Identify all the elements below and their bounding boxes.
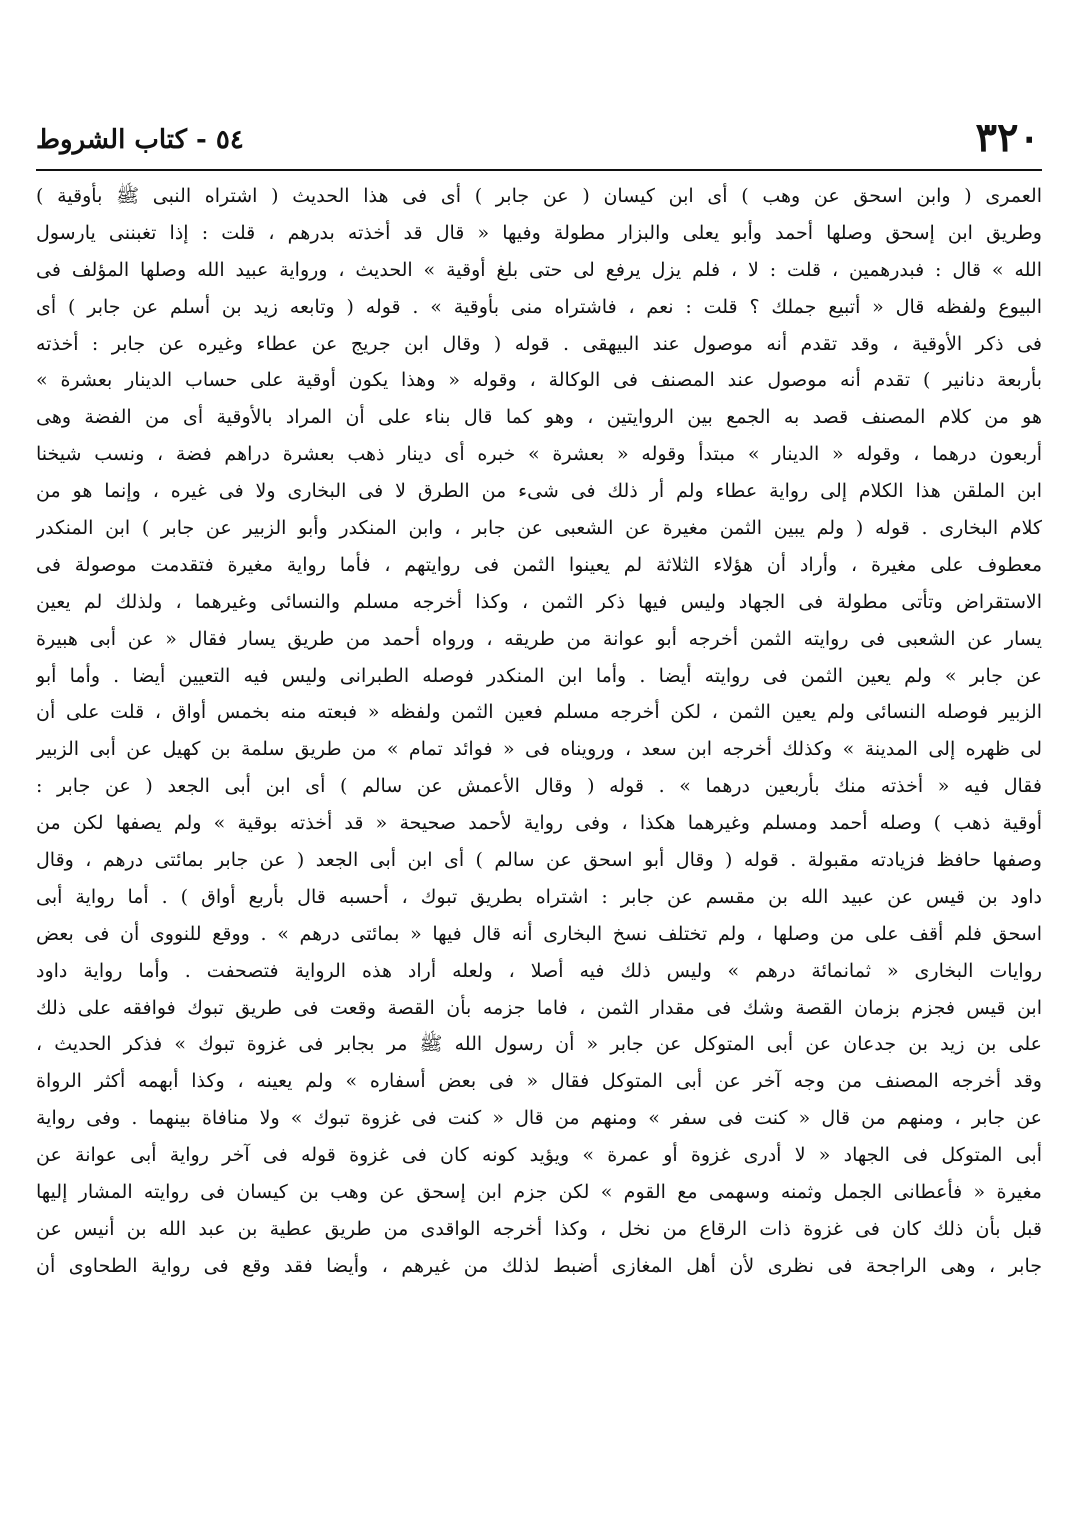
header-rule — [36, 169, 1042, 171]
text-line: عن جابر ، ومنهم من قال « كنت فى سفر » ومنهم من قال « كنت فى غزوة تبوك » ولا منافاة بينهما . وفى رواية — [36, 1107, 1042, 1130]
page-number: ٣٢٠ — [975, 114, 1040, 161]
text-line: أبى المتوكل فى الجهاد « لا أدرى غزوة أو عمرة » ويؤيد كونه كان فى غزوة قوله فى آخر رواية أبى عوانة عن — [36, 1144, 1042, 1167]
chapter-title: ٥٤ - كتاب الشروط — [36, 125, 244, 155]
text-line: جابر ، وهى الراجحة فى نظرى لأن أهل المغازى أضبط لذلك من غيرهم ، وأيضا فقد وقع فى رواية الطحاوى أن — [36, 1254, 1042, 1277]
page-header — [36, 112, 1042, 170]
text-line: يسار عن الشعبى فى روايته الثمن أخرجه أبو عوانة من طريقه ، ورواه أحمد من طريق يسار فقال « عن أبى هبيرة — [36, 627, 1042, 650]
text-line: مغيرة « فأعطانى الجمل وثمنه وسهمى مع القوم » لكن جزم ابن إسحق عن وهب بن كيسان فى روايته المشار إليها — [36, 1181, 1042, 1204]
text-line: فقال فيه « أخذته منك بأربعين درهما » . قوله ( وقال الأعمش عن سالم ) أى ابن أبى الجعد ( عن جابر : — [36, 775, 1042, 798]
text-line: فى ذكر الأوقية ، وقد تقدم أنه موصول عند البيهقى . قوله ( وقال ابن جريج عن عطاء وغيره عن جابر : أخذته — [36, 332, 1042, 355]
text-line: الله » قال : فبدرهمين ، قلت : لا ، فلم يزل يرفع لى حتى بلغ أوقية » الحديث ، ورواية عبيد الله وصلها المؤلف فى — [36, 258, 1042, 281]
text-line: ابن قيس فجزم بزمان القصة وشك فى مقدار الثمن ، فاما جزمه بأن القصة وقعت فى طريق تبوك فوافقه على ذلك — [36, 996, 1042, 1019]
text-line: اسحق فلم أقف على من وصلها ، ولم تختلف نسخ البخارى أنه قال فيها « بمائتى درهم » . ووقع للنووى أن فى بعض — [36, 922, 1042, 945]
text-line: أوقية ذهب ) وصله أحمد ومسلم وغيرهما هكذا ، وفى رواية لأحمد صحيحة « قد أخذته بوقية » ولم يصفها لكن من — [36, 812, 1042, 835]
text-line: داود بن قيس عن عبيد الله بن مقسم عن جابر : اشتراه بطريق تبوك ، أحسبه قال بأربع أواق ) . أما رواية أبى — [36, 885, 1042, 908]
text-line: وقد أخرجه المصنف من وجه آخر عن أبى المتوكل فقال « فى بعض أسفاره » ولم يعينه ، وكذا أبهمه أكثر الرواة — [36, 1070, 1042, 1093]
text-line: كلام البخارى . قوله ( ولم يبين الثمن مغيرة عن الشعبى عن جابر ، وابن المنكدر وأبو الزبير عن جابر ) ابن المنكدر — [36, 517, 1042, 540]
text-line: الاستقراض وتأتى مطولة فى الجهاد وليس فيها ذكر الثمن ، وكذا أخرجه مسلم والنسائى وغيرهما ، ولذلك لم يعين — [36, 590, 1042, 613]
text-line: بأربعة دنانير ) تقدم أنه موصول عند المصنف فى الوكالة ، وقوله « وهذا يكون أوقية على حساب الدينار بعشرة » — [36, 369, 1042, 392]
text-line: لى ظهره إلى المدينة » وكذلك أخرجه ابن سعد ، ورويناه فى « فوائد تمام » من طريق سلمة بن كهيل عن أبى الزبير — [36, 738, 1042, 761]
text-line: البيوع ولفظه قال « أتبيع جملك ؟ قلت : نعم ، فاشتراه منى بأوقية » . قوله ( وتابعه زيد بن أسلم عن جابر ) أى — [36, 295, 1042, 318]
text-line: وصفها حافظ فزيادته مقبولة . قوله ( وقال أبو اسحق عن سالم ) أى ابن أبى الجعد ( عن جابر بمائتى درهم ، وقال — [36, 849, 1042, 872]
text-line: عن جابر » ولم يعين الثمن فى روايته أيضا . وأما ابن المنكدر فوصله الطبرانى وليس فيه التعيين أيضا . وأما أبو — [36, 664, 1042, 687]
text-line: روايات البخارى « ثمانمائة درهم » وليس ذلك فيه أصلا ، ولعله أراد هذه الرواية فتصحفت . وأما رواية داود — [36, 959, 1042, 982]
body-text — [36, 178, 1042, 1285]
text-line: قبل بأن ذلك كان فى غزوة ذات الرقاع من نخل ، وكذا أخرجه الواقدى من طريق عطية بن عبد الله بن أنيس عن — [36, 1217, 1042, 1240]
text-line: على بن زيد بن جدعان عن أبى المتوكل عن جابر « أن رسول الله ﷺ مر بجابر فى غزوة تبوك » فذكر الحديث ، — [36, 1033, 1042, 1056]
text-line: وطريق ابن إسحق وصلها أحمد وأبو يعلى والبزار مطولة وفيها « قال قد أخذته بدرهم ، قلت : إذا تغبننى يارسول — [36, 221, 1042, 244]
text-line: الزبير فوصله النسائى ولم يعين الثمن ، لكن أخرجه مسلم فعين الثمن ولفظه « فبعته منه بخمس أواق ، قلت على أن — [36, 701, 1042, 724]
text-line: أربعون درهما ، وقوله « الدينار » مبتدأ وقوله « بعشرة » خبره أى دينار ذهب بعشرة دراهم فضة ، ونسب شيخنا — [36, 443, 1042, 466]
text-line: ابن الملقن هذا الكلام إلى رواية عطاء ولم أر ذلك فى شىء من الطرق لا فى البخارى ولا فى غيره ، وإنما هو من — [36, 480, 1042, 503]
text-line: هو من كلام المصنف قصد به الجمع بين الروايتين ، وهو كما قال بناء على أن المراد بالأوقية أى من الفضة وهى — [36, 406, 1042, 429]
text-line: العمرى ( وابن اسحق عن وهب ) أى ابن كيسان ( عن جابر ) أى فى هذا الحديث ( اشتراه النبى ﷺ بأوقية ) — [36, 185, 1042, 207]
text-line: معطوف على مغيرة ، وأراد أن هؤلاء الثلاثة لم يعينوا الثمن فى روايتهم ، فأما رواية مغيرة فتقدمت موصولة فى — [36, 553, 1042, 576]
